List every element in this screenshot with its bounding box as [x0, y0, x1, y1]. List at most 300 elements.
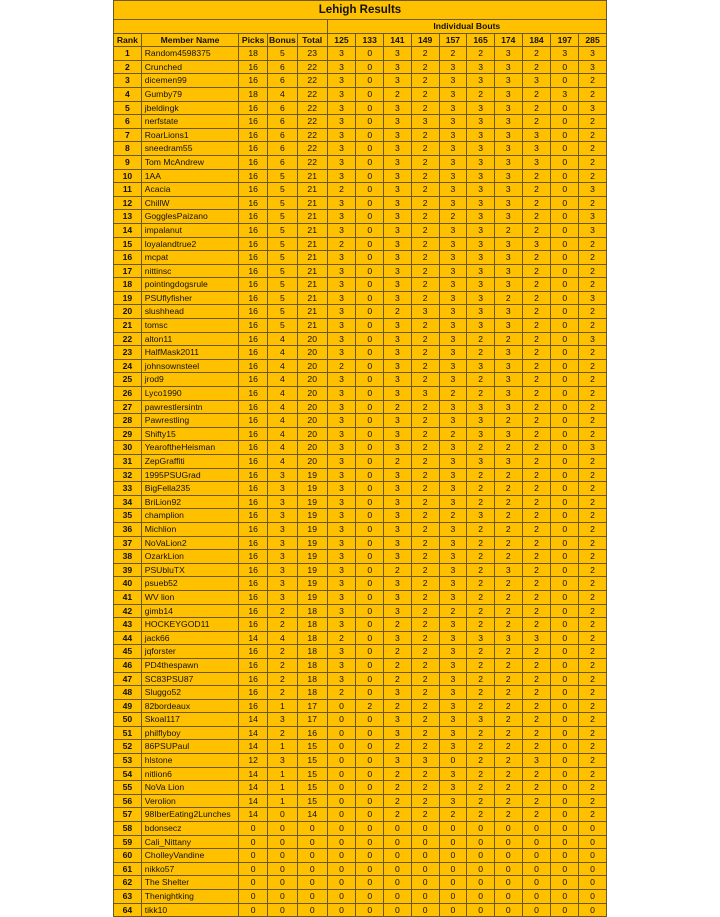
score-cell: 2 — [522, 387, 551, 401]
score-cell: 3 — [327, 658, 356, 672]
member-name-cell: 1AA — [141, 169, 239, 183]
score-cell: 2 — [467, 387, 495, 401]
score-cell: 2 — [411, 781, 439, 795]
score-cell: 21 — [297, 305, 327, 319]
score-cell: 3 — [327, 74, 356, 88]
member-name-cell: nittinsc — [141, 264, 239, 278]
score-cell: 3 — [579, 47, 607, 61]
score-cell: 2 — [522, 115, 551, 129]
score-cell: 2 — [494, 808, 522, 822]
score-cell: 3 — [384, 115, 412, 129]
score-cell: 3 — [494, 183, 522, 197]
score-cell: 3 — [439, 115, 467, 129]
score-cell: 0 — [327, 862, 356, 876]
score-cell: 0 — [411, 876, 439, 890]
score-cell: 0 — [356, 291, 384, 305]
score-cell: 16 — [239, 468, 268, 482]
score-cell: 0 — [356, 577, 384, 591]
score-cell: 3 — [327, 169, 356, 183]
score-cell: 3 — [467, 278, 495, 292]
score-cell: 3 — [268, 522, 298, 536]
score-cell: 0 — [356, 427, 384, 441]
score-cell: 0 — [356, 740, 384, 754]
score-cell: 0 — [327, 876, 356, 890]
member-name-cell: slushhead — [141, 305, 239, 319]
table-row — [114, 754, 607, 768]
score-cell: 16 — [239, 278, 268, 292]
score-cell: 3 — [439, 441, 467, 455]
score-cell: 0 — [356, 509, 384, 523]
score-cell: 3 — [439, 536, 467, 550]
score-cell: 2 — [439, 210, 467, 224]
table-row — [114, 577, 607, 591]
score-cell: 0 — [356, 264, 384, 278]
score-cell: 3 — [327, 414, 356, 428]
score-cell: 21 — [297, 223, 327, 237]
rank-cell: 47 — [114, 672, 142, 686]
score-cell: 16 — [239, 210, 268, 224]
rank-cell: 16 — [114, 251, 142, 265]
score-cell: 2 — [522, 87, 551, 101]
rank-cell: 14 — [114, 223, 142, 237]
table-row — [114, 482, 607, 496]
score-cell: 2 — [579, 169, 607, 183]
table-row — [114, 128, 607, 142]
score-cell: 0 — [551, 264, 579, 278]
score-cell: 0 — [522, 862, 551, 876]
score-cell: 0 — [551, 332, 579, 346]
table-row — [114, 713, 607, 727]
score-cell: 2 — [522, 427, 551, 441]
score-cell: 3 — [268, 563, 298, 577]
member-name-cell: pawrestlersintn — [141, 400, 239, 414]
score-cell: 3 — [467, 455, 495, 469]
score-cell: 2 — [579, 387, 607, 401]
score-cell: 0 — [551, 482, 579, 496]
score-cell: 0 — [356, 400, 384, 414]
score-cell: 2 — [579, 346, 607, 360]
score-cell: 3 — [384, 387, 412, 401]
score-cell: 16 — [239, 60, 268, 74]
score-cell: 3 — [384, 60, 412, 74]
score-cell: 3 — [494, 563, 522, 577]
score-cell: 3 — [327, 455, 356, 469]
score-cell: 3 — [494, 319, 522, 333]
score-cell: 3 — [551, 87, 579, 101]
score-cell: 0 — [356, 128, 384, 142]
column-header-row — [114, 33, 607, 47]
score-cell: 3 — [439, 332, 467, 346]
score-cell: 2 — [494, 332, 522, 346]
score-cell: 2 — [384, 645, 412, 659]
group-header-row — [114, 20, 607, 34]
score-cell: 3 — [494, 373, 522, 387]
score-cell: 22 — [297, 155, 327, 169]
score-cell: 0 — [522, 849, 551, 863]
score-cell: 0 — [384, 822, 412, 836]
score-cell: 4 — [268, 373, 298, 387]
member-name-cell: Sluggo52 — [141, 686, 239, 700]
score-cell: 16 — [239, 618, 268, 632]
score-cell: 2 — [268, 686, 298, 700]
score-cell: 0 — [327, 903, 356, 917]
score-cell: 2 — [522, 196, 551, 210]
score-cell: 3 — [439, 658, 467, 672]
score-cell: 2 — [522, 305, 551, 319]
score-cell: 16 — [239, 577, 268, 591]
score-cell: 0 — [356, 618, 384, 632]
score-cell: 3 — [439, 631, 467, 645]
table-row — [114, 441, 607, 455]
score-cell: 2 — [384, 658, 412, 672]
score-cell: 16 — [239, 305, 268, 319]
score-cell: 3 — [522, 74, 551, 88]
score-cell: 3 — [327, 47, 356, 61]
score-cell: 2 — [579, 128, 607, 142]
score-cell: 6 — [268, 128, 298, 142]
score-cell: 2 — [411, 672, 439, 686]
rank-cell: 10 — [114, 169, 142, 183]
score-cell: 3 — [467, 142, 495, 156]
score-cell: 17 — [297, 713, 327, 727]
score-cell: 16 — [239, 686, 268, 700]
score-cell: 2 — [579, 509, 607, 523]
member-name-cell: Thenightking — [141, 890, 239, 904]
rank-cell: 41 — [114, 590, 142, 604]
score-cell: 3 — [327, 441, 356, 455]
rank-cell: 17 — [114, 264, 142, 278]
score-cell: 20 — [297, 387, 327, 401]
table-row — [114, 903, 607, 917]
score-cell: 2 — [522, 509, 551, 523]
score-cell: 14 — [239, 767, 268, 781]
score-cell: 17 — [297, 699, 327, 713]
score-cell: 3 — [384, 183, 412, 197]
score-cell: 0 — [551, 658, 579, 672]
score-cell: 2 — [268, 658, 298, 672]
score-cell: 3 — [579, 291, 607, 305]
score-cell: 3 — [384, 142, 412, 156]
score-cell: 1 — [268, 794, 298, 808]
score-cell: 3 — [467, 74, 495, 88]
score-cell: 3 — [439, 699, 467, 713]
score-cell: 2 — [467, 468, 495, 482]
score-cell: 3 — [467, 169, 495, 183]
column-header-w184: 184 — [522, 33, 551, 47]
rank-cell: 4 — [114, 87, 142, 101]
rank-cell: 54 — [114, 767, 142, 781]
score-cell: 2 — [411, 590, 439, 604]
score-cell: 21 — [297, 319, 327, 333]
score-cell: 4 — [268, 387, 298, 401]
score-cell: 3 — [384, 726, 412, 740]
rank-cell: 46 — [114, 658, 142, 672]
score-cell: 2 — [579, 264, 607, 278]
score-cell: 0 — [551, 645, 579, 659]
score-cell: 3 — [439, 319, 467, 333]
member-name-cell: BigFella235 — [141, 482, 239, 496]
score-cell: 0 — [439, 876, 467, 890]
table-row — [114, 781, 607, 795]
table-row — [114, 563, 607, 577]
score-cell: 3 — [327, 142, 356, 156]
member-name-cell: Acacia — [141, 183, 239, 197]
score-cell: 3 — [384, 713, 412, 727]
score-cell: 2 — [494, 509, 522, 523]
score-cell: 20 — [297, 332, 327, 346]
score-cell: 0 — [356, 60, 384, 74]
member-name-cell: NoVa Lion — [141, 781, 239, 795]
score-cell: 2 — [384, 808, 412, 822]
score-cell: 2 — [411, 346, 439, 360]
score-cell: 16 — [239, 563, 268, 577]
score-cell: 0 — [522, 890, 551, 904]
score-cell: 3 — [327, 251, 356, 265]
score-cell: 5 — [268, 291, 298, 305]
score-cell: 2 — [522, 359, 551, 373]
score-cell: 2 — [439, 387, 467, 401]
score-cell: 0 — [494, 862, 522, 876]
score-cell: 3 — [384, 604, 412, 618]
score-cell: 2 — [522, 699, 551, 713]
score-cell: 2 — [411, 550, 439, 564]
score-cell: 5 — [268, 237, 298, 251]
score-cell: 0 — [327, 767, 356, 781]
score-cell: 2 — [411, 427, 439, 441]
score-cell: 2 — [439, 808, 467, 822]
score-cell: 0 — [551, 794, 579, 808]
score-cell: 3 — [411, 754, 439, 768]
score-cell: 0 — [356, 441, 384, 455]
score-cell: 3 — [327, 536, 356, 550]
score-cell: 3 — [439, 237, 467, 251]
rank-cell: 57 — [114, 808, 142, 822]
score-cell: 2 — [522, 672, 551, 686]
table-row — [114, 767, 607, 781]
score-cell: 3 — [327, 115, 356, 129]
member-name-cell: Gumby79 — [141, 87, 239, 101]
table-row — [114, 631, 607, 645]
score-cell: 16 — [239, 699, 268, 713]
member-name-cell: SC83PSU87 — [141, 672, 239, 686]
score-cell: 3 — [494, 631, 522, 645]
score-cell: 19 — [297, 468, 327, 482]
score-cell: 22 — [297, 142, 327, 156]
score-cell: 0 — [579, 903, 607, 917]
score-cell: 3 — [494, 278, 522, 292]
score-cell: 3 — [268, 590, 298, 604]
score-cell: 0 — [356, 196, 384, 210]
score-cell: 14 — [239, 713, 268, 727]
member-name-cell: tomsc — [141, 319, 239, 333]
score-cell: 3 — [268, 495, 298, 509]
score-cell: 19 — [297, 509, 327, 523]
column-header-picks: Picks — [239, 33, 268, 47]
score-cell: 0 — [494, 822, 522, 836]
member-name-cell: gimb14 — [141, 604, 239, 618]
member-name-cell: ChillW — [141, 196, 239, 210]
score-cell: 0 — [356, 686, 384, 700]
score-cell: 16 — [239, 74, 268, 88]
score-cell: 2 — [467, 604, 495, 618]
score-cell: 2 — [411, 291, 439, 305]
score-cell: 16 — [239, 427, 268, 441]
score-cell: 2 — [579, 699, 607, 713]
table-row — [114, 862, 607, 876]
score-cell: 16 — [239, 414, 268, 428]
score-cell: 2 — [411, 359, 439, 373]
table-row — [114, 849, 607, 863]
score-cell: 18 — [297, 672, 327, 686]
score-cell: 2 — [411, 699, 439, 713]
score-cell: 2 — [494, 441, 522, 455]
score-cell: 0 — [467, 890, 495, 904]
score-cell: 2 — [579, 278, 607, 292]
score-cell: 3 — [327, 305, 356, 319]
score-cell: 0 — [356, 373, 384, 387]
score-cell: 19 — [297, 536, 327, 550]
score-cell: 3 — [439, 60, 467, 74]
score-cell: 3 — [467, 101, 495, 115]
score-cell: 0 — [327, 849, 356, 863]
score-cell: 0 — [551, 169, 579, 183]
rank-cell: 51 — [114, 726, 142, 740]
score-cell: 3 — [439, 522, 467, 536]
score-cell: 23 — [297, 47, 327, 61]
title-row — [114, 1, 607, 20]
score-cell: 0 — [551, 509, 579, 523]
score-cell: 0 — [384, 890, 412, 904]
score-cell: 2 — [356, 699, 384, 713]
score-cell: 5 — [268, 305, 298, 319]
score-cell: 20 — [297, 400, 327, 414]
score-cell: 0 — [551, 604, 579, 618]
score-cell: 3 — [494, 305, 522, 319]
score-cell: 2 — [522, 183, 551, 197]
score-cell: 0 — [268, 862, 298, 876]
rank-cell: 48 — [114, 686, 142, 700]
score-cell: 2 — [494, 223, 522, 237]
score-cell: 3 — [439, 713, 467, 727]
score-cell: 18 — [297, 604, 327, 618]
table-row — [114, 237, 607, 251]
score-cell: 3 — [494, 60, 522, 74]
score-cell: 0 — [411, 890, 439, 904]
rank-cell: 64 — [114, 903, 142, 917]
member-name-cell: impalanut — [141, 223, 239, 237]
score-cell: 3 — [467, 237, 495, 251]
score-cell: 0 — [297, 849, 327, 863]
rank-cell: 1 — [114, 47, 142, 61]
score-cell: 0 — [579, 849, 607, 863]
score-cell: 3 — [327, 482, 356, 496]
rank-cell: 21 — [114, 319, 142, 333]
score-cell: 3 — [384, 128, 412, 142]
score-cell: 3 — [327, 618, 356, 632]
score-cell: 3 — [327, 319, 356, 333]
score-cell: 0 — [356, 781, 384, 795]
score-cell: 5 — [268, 278, 298, 292]
rank-cell: 7 — [114, 128, 142, 142]
score-cell: 0 — [551, 196, 579, 210]
score-cell: 2 — [384, 563, 412, 577]
score-cell: 0 — [439, 903, 467, 917]
score-cell: 2 — [494, 536, 522, 550]
score-cell: 0 — [551, 237, 579, 251]
score-cell: 0 — [551, 455, 579, 469]
member-name-cell: ZepGraffiti — [141, 455, 239, 469]
score-cell: 1 — [268, 740, 298, 754]
score-cell: 3 — [384, 441, 412, 455]
score-cell: 3 — [327, 563, 356, 577]
score-cell: 3 — [268, 536, 298, 550]
score-cell: 2 — [467, 441, 495, 455]
score-cell: 2 — [411, 196, 439, 210]
score-cell: 3 — [522, 155, 551, 169]
score-cell: 16 — [239, 455, 268, 469]
table-row — [114, 590, 607, 604]
score-cell: 0 — [551, 427, 579, 441]
score-cell: 3 — [494, 359, 522, 373]
score-cell: 2 — [467, 740, 495, 754]
score-cell: 2 — [494, 495, 522, 509]
score-cell: 4 — [268, 346, 298, 360]
score-cell: 2 — [579, 427, 607, 441]
member-name-cell: HalfMask2011 — [141, 346, 239, 360]
score-cell: 16 — [239, 590, 268, 604]
score-cell: 0 — [356, 183, 384, 197]
score-cell: 14 — [239, 740, 268, 754]
score-cell: 16 — [239, 522, 268, 536]
score-cell: 15 — [297, 794, 327, 808]
score-cell: 5 — [268, 264, 298, 278]
score-cell: 2 — [522, 645, 551, 659]
score-cell: 0 — [356, 115, 384, 129]
score-cell: 2 — [522, 169, 551, 183]
rank-cell: 8 — [114, 142, 142, 156]
score-cell: 6 — [268, 74, 298, 88]
table-row — [114, 726, 607, 740]
score-cell: 2 — [467, 767, 495, 781]
score-cell: 0 — [551, 346, 579, 360]
score-cell: 0 — [356, 482, 384, 496]
score-cell: 0 — [551, 414, 579, 428]
score-cell: 2 — [411, 237, 439, 251]
score-cell: 3 — [439, 305, 467, 319]
score-cell: 2 — [494, 522, 522, 536]
score-cell: 2 — [411, 509, 439, 523]
score-cell: 0 — [356, 631, 384, 645]
score-cell: 21 — [297, 183, 327, 197]
score-cell: 1 — [268, 781, 298, 795]
score-cell: 3 — [327, 427, 356, 441]
score-cell: 2 — [467, 577, 495, 591]
score-cell: 3 — [579, 101, 607, 115]
table-row — [114, 155, 607, 169]
score-cell: 3 — [439, 278, 467, 292]
score-cell: 3 — [384, 196, 412, 210]
score-cell: 14 — [239, 808, 268, 822]
score-cell: 2 — [579, 794, 607, 808]
score-cell: 2 — [522, 590, 551, 604]
score-cell: 3 — [327, 645, 356, 659]
score-cell: 0 — [551, 210, 579, 224]
score-cell: 2 — [384, 781, 412, 795]
score-cell: 16 — [239, 155, 268, 169]
score-cell: 3 — [268, 509, 298, 523]
score-cell: 3 — [327, 522, 356, 536]
rank-cell: 56 — [114, 794, 142, 808]
